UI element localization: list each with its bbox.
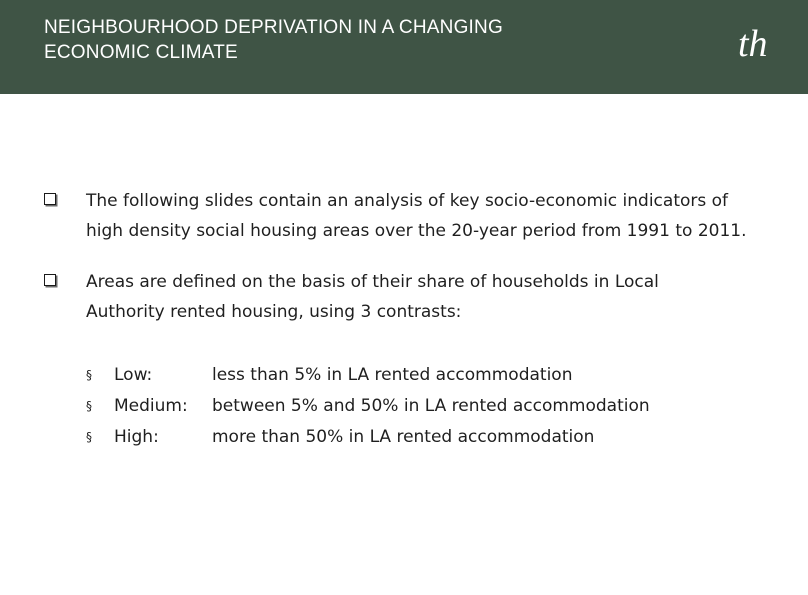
checkbox-bullet-icon xyxy=(44,193,56,205)
contrast-item-low xyxy=(86,360,786,391)
contrast-label: Medium: xyxy=(114,396,188,416)
bullet-list xyxy=(44,186,784,327)
bullet-line: Authority rented housing, using 3 contrasts: xyxy=(86,302,462,322)
bullet-item xyxy=(44,267,784,327)
contrast-item-medium xyxy=(86,391,786,422)
contrast-item-high xyxy=(86,422,786,453)
contrast-description: less than 5% in LA rented accommodation xyxy=(212,365,573,385)
contrast-label: High: xyxy=(114,427,159,447)
bullet-line: Areas are defined on the basis of their share of households in Local xyxy=(86,272,659,292)
bullet-line: The following slides contain an analysis of key socio-economic indicators of xyxy=(86,191,729,211)
th-logo xyxy=(736,18,786,72)
square-bullet-icon: § xyxy=(86,430,92,444)
square-bullet-icon: § xyxy=(86,368,92,382)
header-bar xyxy=(0,0,808,94)
contrast-list xyxy=(86,360,786,453)
bullet-line: high density social housing areas over the 20-year period from 1991 to 2011. xyxy=(86,221,747,241)
logo-text: th xyxy=(738,23,768,65)
contrast-label: Low: xyxy=(114,365,153,385)
page-title xyxy=(44,15,644,65)
page-title-line-2: ECONOMIC CLIMATE xyxy=(44,42,238,63)
square-bullet-icon: § xyxy=(86,399,92,413)
page-title-line-1: NEIGHBOURHOOD DEPRIVATION IN A CHANGING xyxy=(44,17,503,38)
bullet-item xyxy=(44,186,784,246)
contrast-description: between 5% and 50% in LA rented accommodation xyxy=(212,396,650,416)
contrast-description: more than 50% in LA rented accommodation xyxy=(212,427,595,447)
checkbox-bullet-icon xyxy=(44,274,56,286)
